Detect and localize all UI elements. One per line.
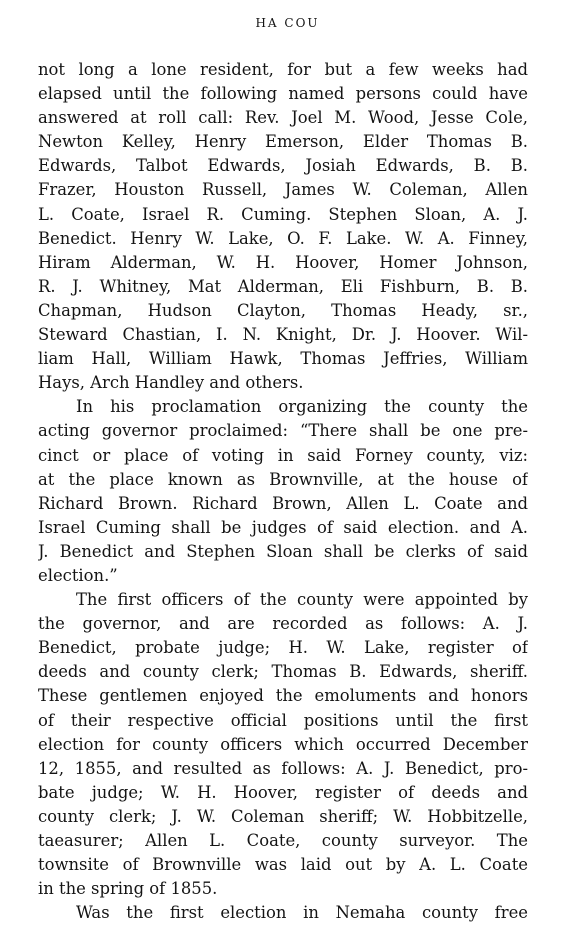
- text-line: elapsed until the following named persons could have: [38, 84, 528, 104]
- text-line: election.”: [38, 565, 118, 585]
- text-line: townsite of Brownville was laid out by A. L. Coate: [38, 855, 528, 875]
- text-line: not long a lone resident, for but a few weeks had: [38, 60, 528, 79]
- text-line: taeasurer; Allen L. Coate, county surveyor. The: [38, 831, 528, 850]
- text-line: The first officers of the county were appointed by: [76, 590, 528, 610]
- text-line: deeds and county clerk; Thomas B. Edwards, sheriff.: [38, 662, 528, 682]
- text-line: Israel Cuming shall be judges of said election. and A.: [38, 517, 528, 537]
- text-line: In his proclamation organizing the county the: [76, 397, 528, 417]
- body-text: [38, 58, 528, 925]
- running-head: HA COU: [255, 16, 320, 30]
- text-line: Edwards, Talbot Edwards, Josiah Edwards, B. B.: [38, 156, 528, 176]
- text-line: Newton Kelley, Henry Emerson, Elder Thomas B.: [38, 132, 528, 152]
- text-line: Hiram Alderman, W. H. Hoover, Homer Johnson,: [38, 252, 528, 272]
- text-line: at the place known as Brownville, at the house of: [38, 469, 528, 489]
- text-line: Steward Chastian, I. N. Knight, Dr. J. Hoover. Wil-: [38, 325, 528, 345]
- text-line: J. Benedict and Stephen Sloan shall be clerks of said: [38, 541, 528, 561]
- text-line: Chapman, Hudson Clayton, Thomas Heady, sr.,: [38, 300, 528, 320]
- text-line: Benedict, probate judge; H. W. Lake, register of: [38, 638, 528, 658]
- text-line: liam Hall, William Hawk, Thomas Jeffries, William: [38, 349, 528, 369]
- text-line: bate judge; W. H. Hoover, register of deeds and: [38, 782, 528, 802]
- text-line: of their respective official positions until the first: [38, 710, 528, 730]
- text-line: election for county officers which occurred December: [38, 734, 528, 754]
- text-line: the governor, and are recorded as follows: A. J.: [38, 614, 528, 634]
- text-line: 12, 1855, and resulted as follows: A. J. Benedict, pro-: [38, 758, 528, 778]
- text-line: in the spring of 1855.: [38, 879, 218, 899]
- text-line: Was the first election in Nemaha county free: [76, 903, 528, 923]
- text-line: These gentlemen enjoyed the emoluments and honors: [38, 686, 528, 706]
- text-line: Richard Brown. Richard Brown, Allen L. Coate and: [38, 493, 528, 513]
- text-line: Hays, Arch Handley and others.: [38, 373, 304, 393]
- text-line: Benedict. Henry W. Lake, O. F. Lake. W. A. Finney,: [38, 228, 528, 248]
- text-line: cinct or place of voting in said Forney county, viz:: [38, 445, 528, 465]
- text-line: answered at roll call: Rev. Joel M. Wood, Jesse Cole,: [38, 108, 528, 128]
- text-line: county clerk; J. W. Coleman sheriff; W. Hobbitzelle,: [38, 806, 528, 826]
- text-line: Frazer, Houston Russell, James W. Coleman, Allen: [38, 180, 528, 200]
- text-line: acting governor proclaimed: “There shall be one pre-: [38, 421, 528, 441]
- text-line: L. Coate, Israel R. Cuming. Stephen Sloan, A. J.: [38, 204, 528, 224]
- text-line: R. J. Whitney, Mat Alderman, Eli Fishburn, B. B.: [38, 276, 528, 296]
